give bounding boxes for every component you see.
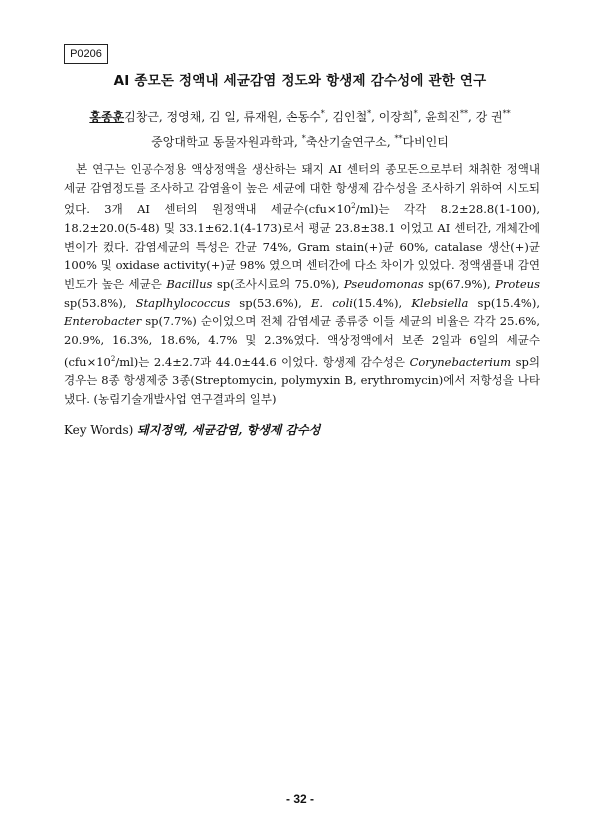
abstract-code-box: P0206 (64, 44, 108, 64)
affiliation-line (0, 133, 600, 150)
exponent: 2 (110, 354, 116, 363)
abstract-text: 본 연구는 인공수정용 액상정액을 생산하는 돼지 AI 센터의 종모돈으로부터 채취한 정액내 세균 감염정도를 조사하고 감염율이 높은 세균에 대한 항생제 감수성을 조사하기 위하여 시도되었다. 3개 AI 센터의 원정액내 세균수(cfu×10 (64, 162, 540, 217)
author-list (0, 108, 600, 125)
species-name: Pseudomonas (343, 277, 424, 292)
affiliation-mark: * (367, 109, 372, 118)
affiliation-2: 축산기술연구소, (305, 135, 395, 149)
abstract-text: /ml)는 각각 8.2±28.8(1-100), 18.2±20.0(5-48) 및 33.1±62.1(4-173)로서 평균 23.8±38.1 이었고 AI 센터간, 개체간에 변이가 컸다. 감염세균의 특성은 간균 74%, Gram stain(+)균 60%, catalase 생산(+)균 100% 및 oxidase activity(+)균 98% 였으며 센터간에 다소 차이가 있었다. 정액샘플내 감연빈도가 높은 세균은 (64, 202, 540, 292)
author-group-4: , 윤희진 (417, 110, 460, 124)
species-name: Klebsiella (411, 295, 469, 310)
author-group-1: 김창근, 정영채, 김 일, 류재원, 손동수 (124, 110, 321, 124)
presenting-author: 홍종훈 (89, 110, 125, 124)
author-group-3: , 이장희 (371, 110, 414, 124)
keywords-terms: 돼지정액, 세균감염, 항생제 감수성 (137, 423, 321, 437)
species-name: Staplhylococcus (135, 295, 231, 310)
page-number: - 32 - (285, 792, 314, 806)
abstract-text: sp(53.8%), (64, 295, 136, 310)
species-name: E. coli (310, 295, 353, 310)
abstract-text: sp(조사시료의 75.0%), (212, 277, 344, 292)
species-name: Proteus (495, 277, 540, 292)
abstract-text: sp(67.9%), (423, 277, 496, 292)
affiliation-mark: * (413, 109, 418, 118)
author-group-5: , 강 권 (467, 110, 503, 124)
species-name: Bacillus (166, 277, 213, 292)
affiliation-mark: ** (459, 109, 468, 118)
affiliation-1: 중앙대학교 동물자원과학과, (151, 135, 302, 149)
affiliation-mark: * (320, 109, 325, 118)
author-group-2: , 김인철 (324, 110, 368, 124)
exponent: 2 (351, 202, 356, 211)
abstract-text: /ml)는 2.4±2.7과 44.0±44.6 이었다. 항생제 감수성은 (115, 354, 410, 369)
affiliation-mark: ** (394, 134, 403, 143)
affiliation-mark: * (301, 134, 306, 143)
affiliation-3: 다비인티 (402, 135, 449, 149)
abstract-text: (15.4%), (352, 295, 412, 310)
keywords-label: Key Words) (64, 423, 138, 437)
abstract-text: sp(15.4%), (468, 295, 540, 310)
species-name: Corynebacterium (409, 354, 512, 369)
abstract-text: sp(53.6%), (230, 295, 311, 310)
affiliation-mark: ** (502, 109, 511, 118)
species-name: Enterobacter (64, 314, 142, 329)
abstract-text: sp(7.7%) 순이었으며 전체 감염세균 종류중 이들 세균의 비율은 각각 25.6%, 20.9%, 16.3%, 18.6%, 4.7% 및 2.3%였다. 액상정액에서 보존 2일과 6일의 세균수(cfu×10 (64, 314, 540, 369)
paper-title: AI 종모돈 정액내 세균감염 정도와 항생제 감수성에 관한 연구 (113, 73, 487, 89)
abstract-text: sp의 경우는 8종 항생제중 3종(Streptomycin, polymyxin B, erythromycin)에서 저항성을 나타냈다. (농림기술개발사업 연구결과의 일부) (64, 354, 540, 407)
keywords-line (64, 421, 540, 438)
abstract-body (64, 160, 540, 409)
